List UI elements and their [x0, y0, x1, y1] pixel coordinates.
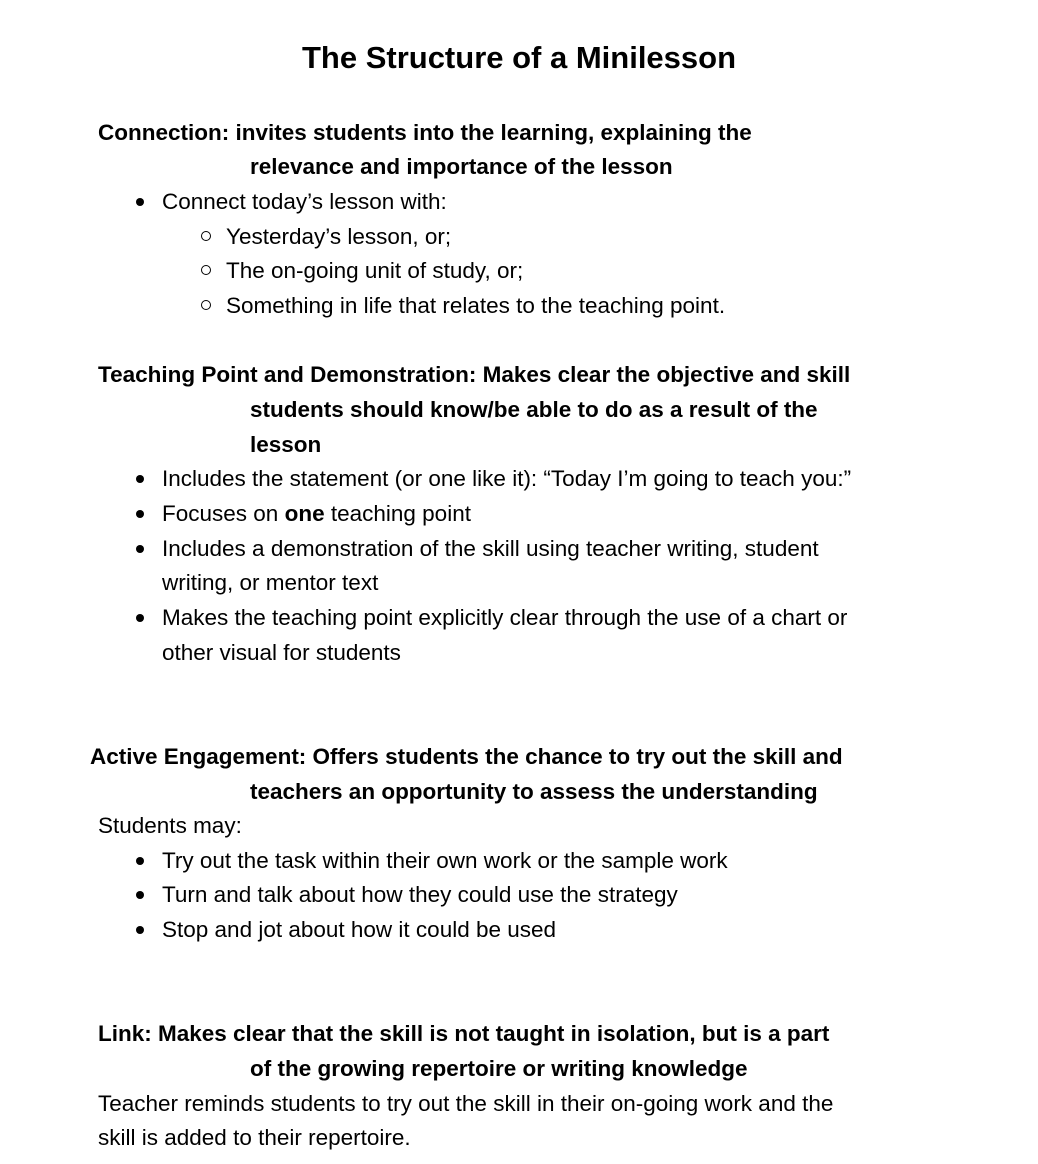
active-item: Try out the task within their own work or the sample work: [162, 843, 728, 878]
link-body-line2: skill is added to their repertoire.: [98, 1125, 411, 1150]
teaching-heading-line3: lesson: [250, 432, 322, 457]
active-item: Turn and talk about how they could use the strategy: [162, 877, 678, 912]
active-heading-line2: teachers an opportunity to assess the understanding: [250, 779, 818, 804]
connection-heading-line2: relevance and importance of the lesson: [250, 154, 673, 179]
connection-heading-line1: Connection: invites students into the learning, explaining the: [98, 120, 752, 145]
text-segment: teaching point: [324, 501, 471, 526]
teaching-bullet: Includes a demonstration of the skill using teacher writing, student: [162, 531, 819, 566]
text-segment: Focuses on: [162, 501, 285, 526]
active-heading-line1: Active Engagement: Offers students the chance to try out the skill and: [90, 744, 843, 769]
teaching-bullet: Includes the statement (or one like it): “Today I’m going to teach you:”: [162, 461, 851, 496]
teaching-bullet-cont: other visual for students: [162, 640, 401, 665]
link-heading-line1: Link: Makes clear that the skill is not taught in isolation, but is a part: [98, 1021, 830, 1046]
teaching-bullet: [162, 496, 471, 531]
page-title: The Structure of a Minilesson: [301, 40, 737, 75]
connection-subitem: Yesterday’s lesson, or;: [226, 219, 451, 254]
emphasis: one: [284, 501, 325, 526]
teaching-heading-line1: Teaching Point and Demonstration: Makes clear the objective and skill: [98, 362, 851, 387]
active-item: Stop and jot about how it could be used: [162, 912, 556, 947]
teaching-bullet-cont: writing, or mentor text: [162, 570, 379, 595]
active-intro: Students may:: [98, 813, 242, 838]
connection-bullet: Connect today’s lesson with:: [162, 184, 447, 219]
connection-subitem: Something in life that relates to the teaching point.: [226, 288, 725, 323]
connection-subitem: The on-going unit of study, or;: [226, 253, 523, 288]
link-body-line1: Teacher reminds students to try out the skill in their on-going work and the: [98, 1091, 834, 1116]
teaching-heading-line2: students should know/be able to do as a result of the: [250, 397, 818, 422]
link-heading-line2: of the growing repertoire or writing knowledge: [250, 1056, 748, 1081]
teaching-bullet: Makes the teaching point explicitly clear through the use of a chart or: [162, 600, 847, 635]
